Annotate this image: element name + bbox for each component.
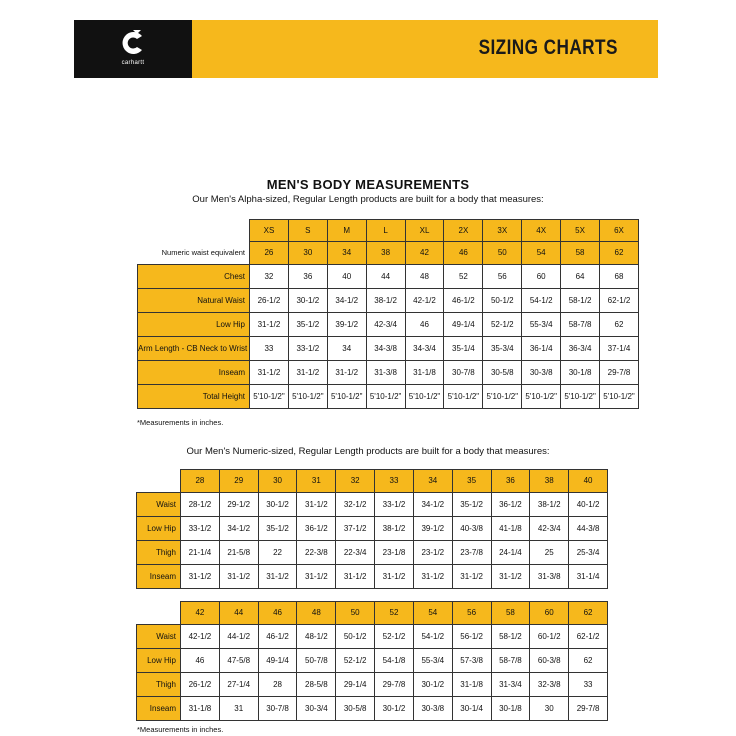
value-cell: 48 [405,264,444,288]
value-cell: 36-1/4 [522,336,561,360]
value-cell: 47-5/8 [219,648,258,672]
value-cell: 31-1/2 [250,360,289,384]
value-cell: 5'10-1/2" [288,384,327,408]
size-header: 48 [297,602,336,625]
waist-equivalent-cell: 54 [522,242,561,265]
row-label: Arm Length - CB Neck to Wrist [138,336,250,360]
size-header: 34 [413,470,452,493]
value-cell: 35-1/4 [444,336,483,360]
value-cell: 5'10-1/2" [366,384,405,408]
value-cell: 40-1/2 [569,492,608,516]
row-label: Inseam [137,564,181,588]
value-cell: 54-1/2 [522,288,561,312]
value-cell: 58-1/2 [561,288,600,312]
value-cell: 44-1/2 [219,624,258,648]
value-cell: 42-3/4 [366,312,405,336]
value-cell: 31-1/2 [297,564,336,588]
size-header: 35 [452,470,491,493]
waist-equivalent-cell: 34 [327,242,366,265]
value-cell: 35-3/4 [483,336,522,360]
size-header: S [288,220,327,242]
value-cell: 5'10-1/2" [483,384,522,408]
size-header: 33 [375,470,414,493]
value-cell: 50-1/2 [336,624,375,648]
table-row [137,492,608,516]
brand-logo [74,20,192,78]
row-label: Numeric waist equivalent [161,248,245,257]
corner-cell [138,220,250,242]
value-cell: 46-1/2 [258,624,297,648]
alpha-note: *Measurements in inches. [137,418,224,427]
size-header: 60 [530,602,569,625]
value-cell: 46 [181,648,220,672]
value-cell: 31-1/2 [452,564,491,588]
value-cell: 60-3/8 [530,648,569,672]
size-header: 62 [569,602,608,625]
value-cell: 64 [561,264,600,288]
value-cell: 58-1/2 [491,624,530,648]
value-cell: 28-5/8 [297,672,336,696]
table-row [138,336,639,360]
value-cell: 38-1/2 [375,516,414,540]
value-cell: 33 [250,336,289,360]
value-cell: 30-1/8 [561,360,600,384]
size-header: 3X [483,220,522,242]
numeric-subtitle: Our Men's Numeric-sized, Regular Length products are built for a body that measures: [186,446,550,457]
value-cell: 37-1/4 [600,336,639,360]
value-cell: 30-3/8 [522,360,561,384]
value-cell: 56-1/2 [452,624,491,648]
size-header: 56 [452,602,491,625]
size-header: 36 [491,470,530,493]
value-cell: 62 [569,648,608,672]
value-cell: 22-3/8 [297,540,336,564]
value-cell: 46 [405,312,444,336]
value-cell: 5'10-1/2" [600,384,639,408]
value-cell: 40-3/8 [452,516,491,540]
value-cell: 21-1/4 [181,540,220,564]
value-cell: 34-1/2 [219,516,258,540]
value-cell: 26-1/2 [250,288,289,312]
value-cell: 26-1/2 [181,672,220,696]
size-header: XS [250,220,289,242]
value-cell: 46-1/2 [444,288,483,312]
value-cell: 54-1/2 [413,624,452,648]
value-cell: 30-5/8 [336,696,375,720]
value-cell: 29-7/8 [600,360,639,384]
value-cell: 31-1/2 [297,492,336,516]
value-cell: 30-1/4 [452,696,491,720]
alpha-subtitle: Our Men's Alpha-sized, Regular Length products are built for a body that measures: [192,194,544,205]
size-header: 52 [375,602,414,625]
value-cell: 57-3/8 [452,648,491,672]
value-cell: 5'10-1/2" [561,384,600,408]
value-cell: 31-1/2 [219,564,258,588]
value-cell: 31-1/2 [375,564,414,588]
value-cell: 55-3/4 [522,312,561,336]
size-header: 29 [219,470,258,493]
value-cell: 62-1/2 [569,624,608,648]
table-row [137,672,608,696]
value-cell: 31-1/2 [336,564,375,588]
value-cell: 30-7/8 [258,696,297,720]
value-cell: 49-1/4 [444,312,483,336]
row-label: Waist [137,624,181,648]
value-cell: 30-1/2 [413,672,452,696]
value-cell: 30-7/8 [444,360,483,384]
row-label: Low Hip [137,648,181,672]
size-header: 50 [336,602,375,625]
value-cell: 29-1/2 [219,492,258,516]
row-label: Chest [138,264,250,288]
value-cell: 32-3/8 [530,672,569,696]
value-cell: 42-1/2 [181,624,220,648]
value-cell: 27-1/4 [219,672,258,696]
value-cell: 39-1/2 [327,312,366,336]
value-cell: 29-7/8 [375,672,414,696]
value-cell: 30-1/2 [375,696,414,720]
header-banner [74,20,658,78]
value-cell: 33-1/2 [288,336,327,360]
table-row [137,648,608,672]
value-cell: 38-1/2 [366,288,405,312]
numeric-note: *Measurements in inches. [137,725,224,734]
value-cell: 22 [258,540,297,564]
size-header: 6X [600,220,639,242]
table-row [138,360,639,384]
size-header: 46 [258,602,297,625]
header-row [137,602,608,625]
alpha-size-table [137,219,639,409]
table-row [137,624,608,648]
size-header: 30 [258,470,297,493]
page-title: SIZING CHARTS [478,36,618,59]
value-cell: 52-1/2 [375,624,414,648]
value-cell: 33-1/2 [375,492,414,516]
value-cell: 58-7/8 [491,648,530,672]
size-header: 4X [522,220,561,242]
value-cell: 23-1/8 [375,540,414,564]
value-cell: 34-1/2 [413,492,452,516]
table-row [138,288,639,312]
waist-equivalent-row [138,242,639,265]
waist-equivalent-cell: 58 [561,242,600,265]
waist-equivalent-cell: 38 [366,242,405,265]
size-header: 2X [444,220,483,242]
value-cell: 29-7/8 [569,696,608,720]
value-cell: 36 [288,264,327,288]
value-cell: 5'10-1/2" [327,384,366,408]
value-cell: 37-1/2 [336,516,375,540]
value-cell: 28 [258,672,297,696]
value-cell: 49-1/4 [258,648,297,672]
value-cell: 5'10-1/2" [444,384,483,408]
corner-cell [137,470,181,493]
table-row [138,384,639,408]
value-cell: 35-1/2 [258,516,297,540]
value-cell: 23-1/2 [413,540,452,564]
row-label: Inseam [138,360,250,384]
value-cell: 30 [530,696,569,720]
value-cell: 5'10-1/2" [250,384,289,408]
size-header: XL [405,220,444,242]
value-cell: 35-1/2 [288,312,327,336]
value-cell: 31-1/8 [452,672,491,696]
size-header: 44 [219,602,258,625]
value-cell: 41-1/8 [491,516,530,540]
table-row [138,264,639,288]
numeric-size-table-2 [136,601,608,721]
value-cell: 50-1/2 [483,288,522,312]
value-cell: 44 [366,264,405,288]
size-header: 42 [181,602,220,625]
waist-equivalent-cell: 46 [444,242,483,265]
value-cell: 23-7/8 [452,540,491,564]
value-cell: 30-1/2 [258,492,297,516]
size-header: 40 [569,470,608,493]
value-cell: 62 [600,312,639,336]
value-cell: 25-3/4 [569,540,608,564]
value-cell: 21-5/8 [219,540,258,564]
size-header: 28 [181,470,220,493]
value-cell: 42-3/4 [530,516,569,540]
value-cell: 36-1/2 [297,516,336,540]
row-label: Thigh [137,672,181,696]
value-cell: 31-3/8 [366,360,405,384]
value-cell: 31-1/2 [288,360,327,384]
value-cell: 28-1/2 [181,492,220,516]
value-cell: 34-3/8 [366,336,405,360]
value-cell: 31-1/2 [181,564,220,588]
value-cell: 52 [444,264,483,288]
value-cell: 31-1/2 [327,360,366,384]
corner-cell [137,602,181,625]
size-header: 31 [297,470,336,493]
size-header: L [366,220,405,242]
value-cell: 35-1/2 [452,492,491,516]
value-cell: 60-1/2 [530,624,569,648]
value-cell: 31-1/2 [250,312,289,336]
value-cell: 5'10-1/2" [522,384,561,408]
numeric-size-table-1 [136,469,608,589]
value-cell: 31-3/8 [530,564,569,588]
value-cell: 31-1/8 [181,696,220,720]
waist-equivalent-cell: 42 [405,242,444,265]
value-cell: 31-3/4 [491,672,530,696]
value-cell: 36-3/4 [561,336,600,360]
value-cell: 32-1/2 [336,492,375,516]
value-cell: 33-1/2 [181,516,220,540]
size-header: M [327,220,366,242]
value-cell: 40 [327,264,366,288]
waist-equivalent-cell: 62 [600,242,639,265]
row-label: Waist [137,492,181,516]
waist-equivalent-cell: 30 [288,242,327,265]
size-header: 58 [491,602,530,625]
size-header: 38 [530,470,569,493]
value-cell: 31-1/2 [258,564,297,588]
value-cell: 30-1/8 [491,696,530,720]
table-row [138,312,639,336]
waist-equivalent-cell: 50 [483,242,522,265]
value-cell: 33 [569,672,608,696]
table-row [137,564,608,588]
row-label: Natural Waist [138,288,250,312]
logo-wordmark: carhartt [121,60,145,66]
value-cell: 34 [327,336,366,360]
size-header: 5X [561,220,600,242]
header-row [137,470,608,493]
value-cell: 30-3/4 [297,696,336,720]
value-cell: 38-1/2 [530,492,569,516]
carhartt-c-icon [118,28,148,58]
value-cell: 44-3/8 [569,516,608,540]
value-cell: 31-1/2 [491,564,530,588]
value-cell: 31-1/4 [569,564,608,588]
table-row [137,516,608,540]
value-cell: 52-1/2 [336,648,375,672]
value-cell: 31-1/2 [413,564,452,588]
value-cell: 34-1/2 [327,288,366,312]
waist-equivalent-cell: 26 [250,242,289,265]
value-cell: 54-1/8 [375,648,414,672]
value-cell: 31 [219,696,258,720]
value-cell: 39-1/2 [413,516,452,540]
value-cell: 22-3/4 [336,540,375,564]
table-row [137,540,608,564]
row-label: Low Hip [137,516,181,540]
section-title: MEN'S BODY MEASUREMENTS [266,177,470,192]
value-cell: 29-1/4 [336,672,375,696]
header-row [138,220,639,242]
value-cell: 56 [483,264,522,288]
value-cell: 60 [522,264,561,288]
value-cell: 31-1/8 [405,360,444,384]
row-label: Inseam [137,696,181,720]
size-header: 54 [413,602,452,625]
value-cell: 5'10-1/2" [405,384,444,408]
value-cell: 68 [600,264,639,288]
table-row [137,696,608,720]
value-cell: 42-1/2 [405,288,444,312]
value-cell: 25 [530,540,569,564]
value-cell: 30-3/8 [413,696,452,720]
value-cell: 52-1/2 [483,312,522,336]
value-cell: 55-3/4 [413,648,452,672]
value-cell: 50-7/8 [297,648,336,672]
value-cell: 30-5/8 [483,360,522,384]
size-header: 32 [336,470,375,493]
value-cell: 34-3/4 [405,336,444,360]
row-label: Thigh [137,540,181,564]
value-cell: 58-7/8 [561,312,600,336]
value-cell: 30-1/2 [288,288,327,312]
value-cell: 36-1/2 [491,492,530,516]
value-cell: 62-1/2 [600,288,639,312]
row-label: Total Height [138,384,250,408]
value-cell: 32 [250,264,289,288]
value-cell: 48-1/2 [297,624,336,648]
value-cell: 24-1/4 [491,540,530,564]
row-label: Low Hip [138,312,250,336]
